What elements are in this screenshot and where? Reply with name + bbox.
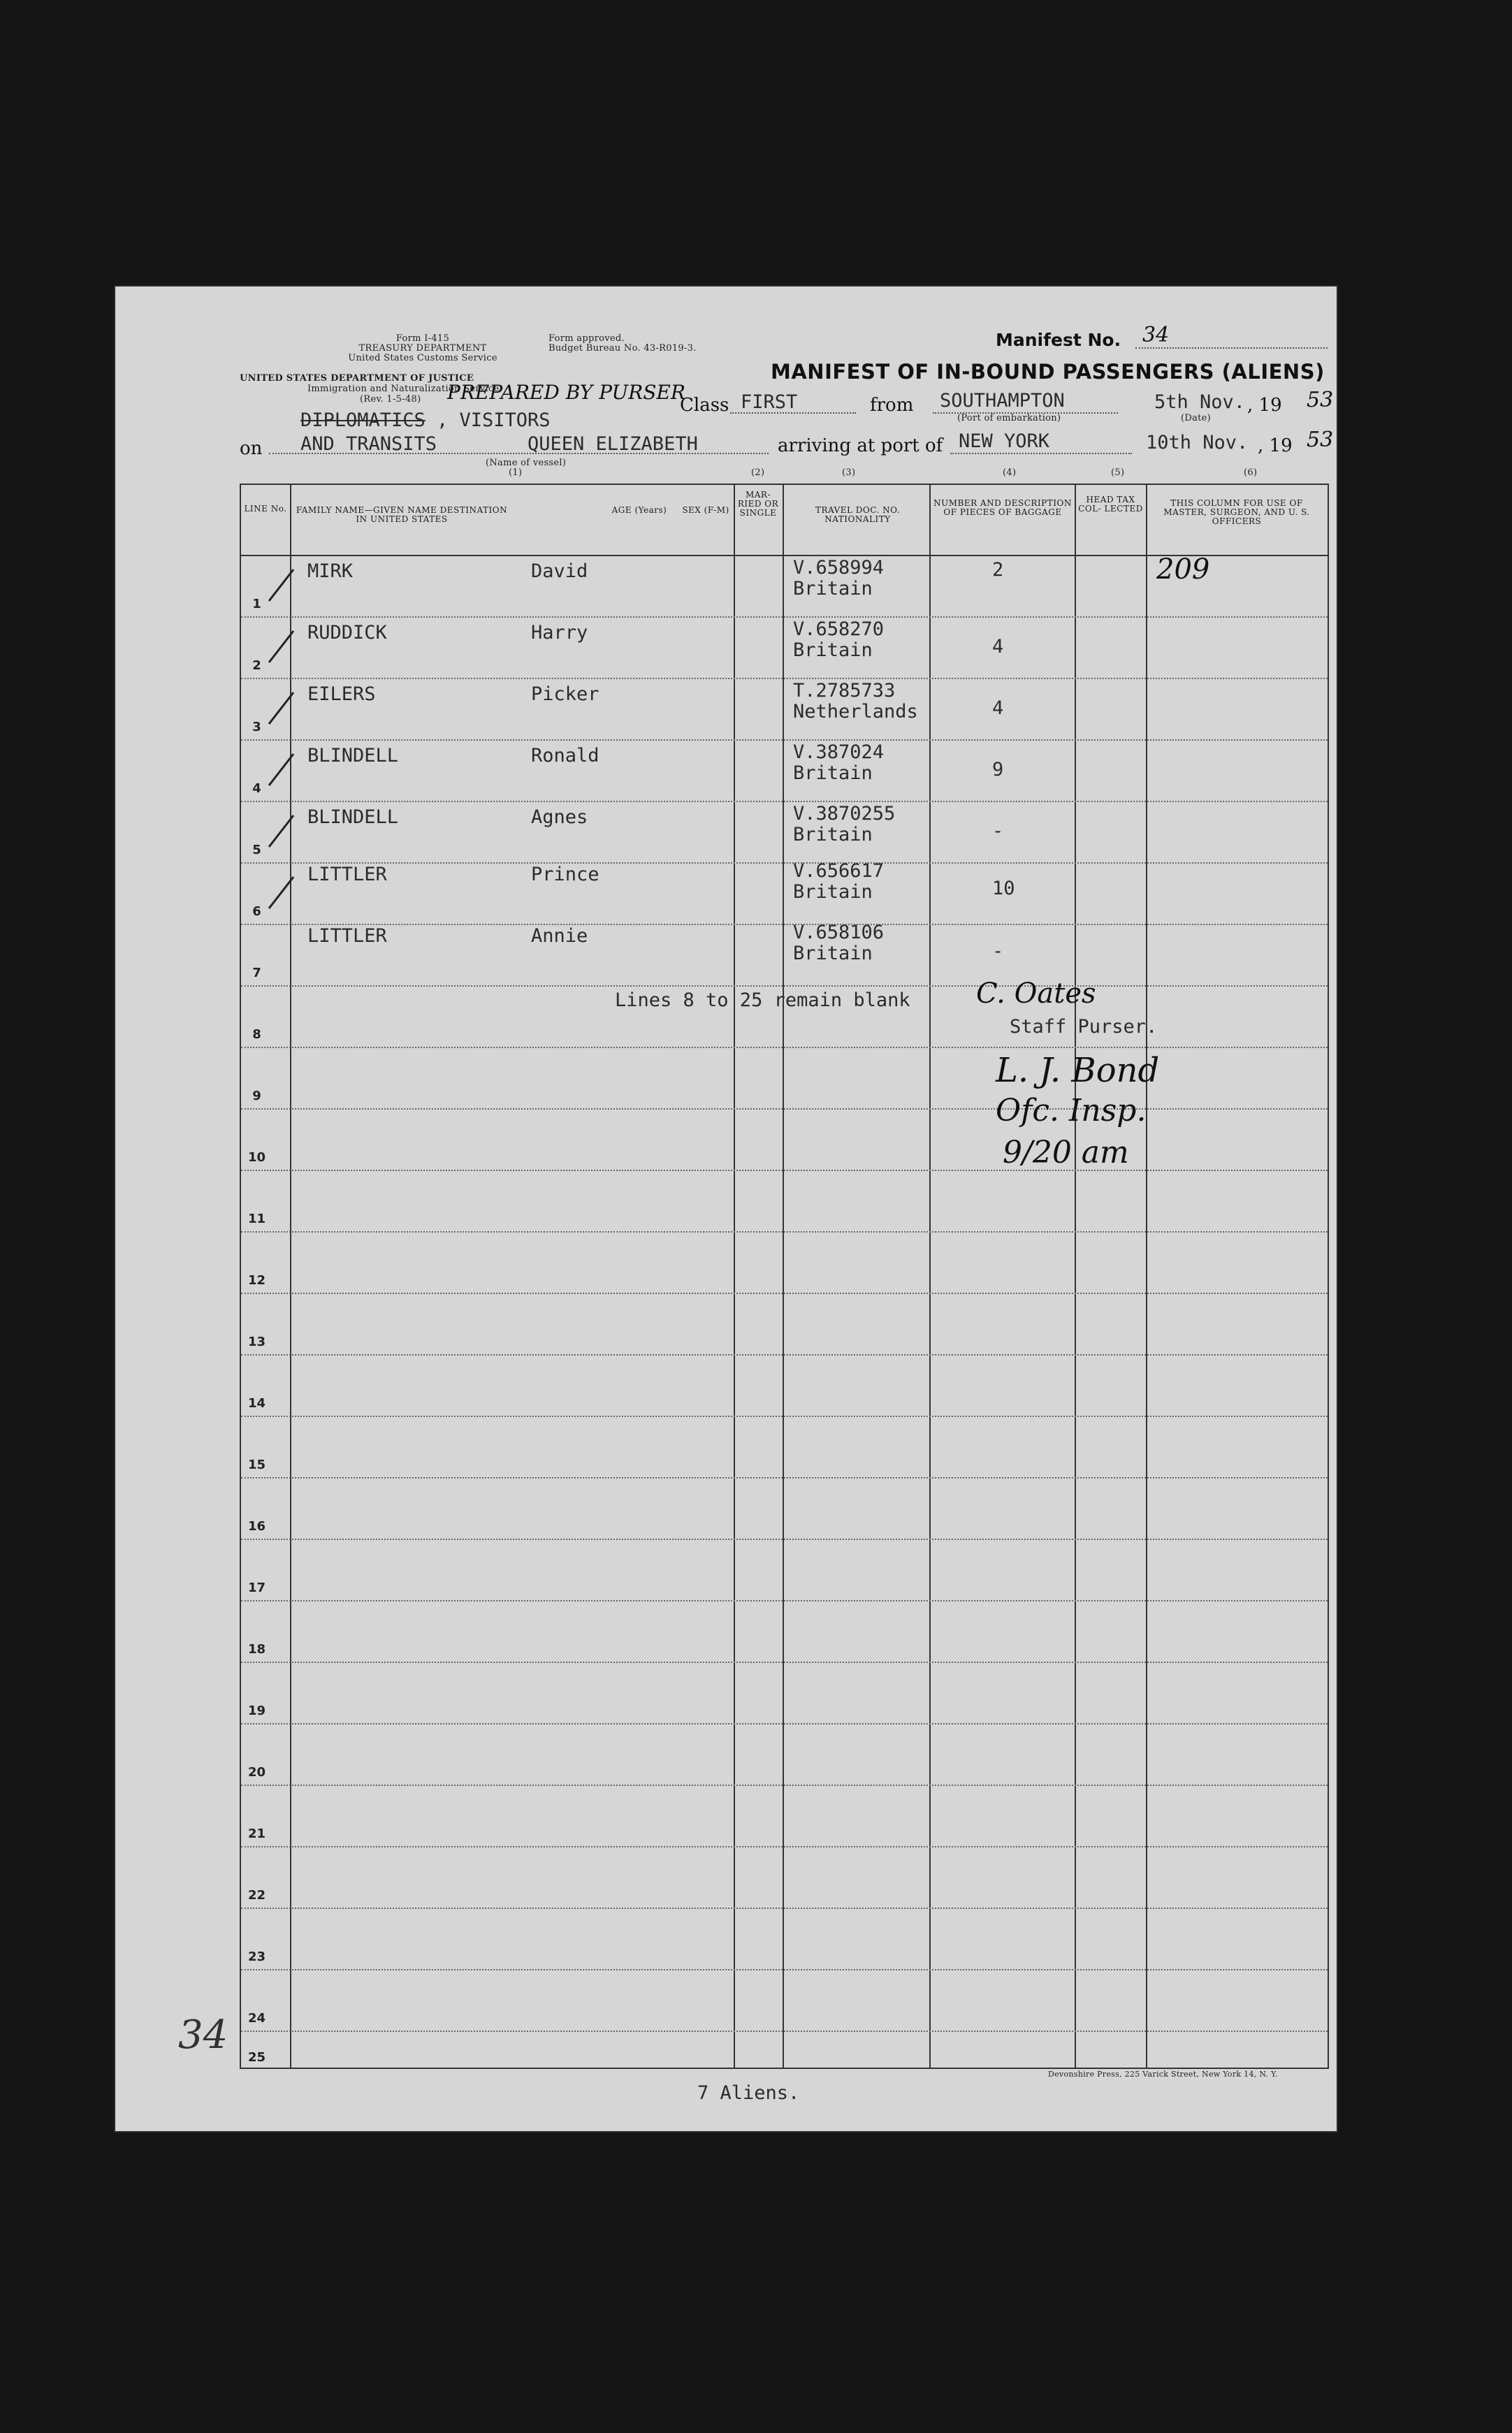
date-caption: (Date) <box>1181 413 1212 423</box>
line-number: 24 <box>247 2011 266 2026</box>
depart-year-prefix: , 19 <box>1247 395 1282 416</box>
check-marks <box>262 559 325 950</box>
depart-year: 53 <box>1307 388 1334 412</box>
row-divider <box>241 801 1328 802</box>
row-divider <box>241 1600 1328 1602</box>
nationality: Britain <box>793 943 873 964</box>
row-divider <box>241 862 1328 864</box>
line-number: 21 <box>247 1826 266 1841</box>
given-name: Ronald <box>531 745 599 767</box>
check-mark <box>269 815 293 847</box>
form-service: United States Customs Service <box>348 353 497 363</box>
vessel-name: QUEEN ELIZABETH <box>528 433 698 455</box>
nationality: Britain <box>793 824 873 845</box>
family-name: LITTLER <box>307 925 387 947</box>
family-name: BLINDELL <box>307 745 399 767</box>
line-number: 19 <box>247 1704 266 1718</box>
port-embarkation: SOUTHAMPTON <box>940 390 1065 412</box>
arrival-date: 10th Nov. <box>1146 432 1249 453</box>
line-number: 4 <box>252 781 261 796</box>
printer-imprint: Devonshire Press, 225 Varick Street, New York 14, N. Y. <box>1048 2070 1279 2079</box>
arrival-year-prefix: , 19 <box>1258 435 1293 456</box>
form-revision: (Rev. 1-5-48) <box>360 394 421 405</box>
nationality: Netherlands <box>793 701 918 722</box>
line-number: 9 <box>252 1089 261 1103</box>
row-divider <box>241 1047 1328 1048</box>
depart-date: 5th Nov. <box>1154 391 1246 413</box>
check-mark <box>269 692 293 724</box>
given-name: Annie <box>531 925 588 947</box>
row-divider <box>241 1969 1328 1970</box>
row-divider <box>241 1354 1328 1356</box>
family-name: MIRK <box>307 560 354 582</box>
col-divider <box>929 485 931 2068</box>
travel-doc: V.658106 <box>793 922 885 943</box>
check-mark <box>269 569 293 601</box>
page-mark: 34 <box>178 2012 228 2058</box>
row-divider <box>241 2031 1328 2032</box>
manifest-no-label: Manifest No. <box>996 330 1121 350</box>
row-divider <box>241 1846 1328 1847</box>
nationality: Britain <box>793 881 873 903</box>
row-divider <box>241 1723 1328 1724</box>
category-transits: AND TRANSITS <box>300 433 437 455</box>
family-name: EILERS <box>307 683 376 705</box>
row-divider <box>241 1170 1328 1171</box>
check-mark <box>269 631 293 662</box>
col-num: (2) <box>751 467 765 478</box>
blank-lines-note: Lines 8 to 25 remain blank <box>615 989 910 1011</box>
alien-total: 7 Aliens. <box>697 2082 800 2104</box>
signature-officer: L. J. Bond <box>996 1051 1160 1090</box>
col-header-line: LINE No. <box>244 504 287 514</box>
line-number: 18 <box>247 1642 266 1657</box>
line-number: 25 <box>247 2050 266 2065</box>
nationality: Britain <box>793 762 873 784</box>
vessel-caption: (Name of vessel) <box>486 458 567 468</box>
check-mark <box>269 754 293 785</box>
port-arrival: NEW YORK <box>959 430 1050 452</box>
given-name: Prince <box>531 864 599 885</box>
row-divider <box>241 1293 1328 1294</box>
form-approval <box>548 334 758 354</box>
line-number: 16 <box>247 1519 266 1534</box>
line-number: 15 <box>247 1458 266 1472</box>
passenger-table <box>240 484 1329 2069</box>
signature-title: Ofc. Insp. <box>996 1093 1147 1128</box>
row-divider <box>241 985 1328 987</box>
row-divider <box>241 678 1328 679</box>
nationality: Britain <box>793 578 873 600</box>
baggage-count: 2 <box>992 559 1004 581</box>
col-header-age: AGE (Years) <box>611 505 667 515</box>
officer-note: 209 <box>1156 553 1210 586</box>
col-num: (4) <box>1003 467 1017 478</box>
row-divider <box>241 1231 1328 1233</box>
line-number: 14 <box>247 1396 266 1411</box>
row-divider <box>241 1108 1328 1110</box>
line-number: 23 <box>247 1949 266 1964</box>
travel-doc: V.387024 <box>793 741 885 763</box>
form-id <box>328 334 517 363</box>
budget-bureau: Budget Bureau No. 43-R019-3. <box>548 343 697 354</box>
col-num: (3) <box>842 467 856 478</box>
baggage-count: 4 <box>992 636 1004 658</box>
signature-time: 9/20 am <box>1003 1135 1129 1170</box>
justice-dept: UNITED STATES DEPARTMENT OF JUSTICE <box>240 373 474 384</box>
category-visitors: , VISITORS <box>437 409 551 431</box>
col-header-baggage: NUMBER AND DESCRIPTION OF PIECES OF BAGGAGE <box>933 498 1072 517</box>
row-divider <box>241 1908 1328 1909</box>
manifest-no-line <box>1135 347 1328 349</box>
arrival-year: 53 <box>1307 428 1334 452</box>
col-header-sex: SEX (F-M) <box>682 505 729 515</box>
given-name: David <box>531 560 588 582</box>
form-department: TREASURY DEPARTMENT <box>358 343 487 354</box>
on-label: on <box>240 438 263 459</box>
line-number: 6 <box>252 904 261 919</box>
row-divider <box>241 1477 1328 1479</box>
form-approved: Form approved. <box>548 333 625 344</box>
nationality: Britain <box>793 639 873 661</box>
row-divider <box>241 739 1328 741</box>
prepared-note: PREPARED BY PURSER <box>447 381 685 404</box>
travel-doc: V.3870255 <box>793 803 896 825</box>
travel-doc: V.658994 <box>793 557 885 579</box>
travel-doc: V.656617 <box>793 860 885 882</box>
line-number: 10 <box>247 1150 266 1165</box>
col-header-name: FAMILY NAME—GIVEN NAME DESTINATION IN UNITED STATES <box>296 505 508 524</box>
manifest-title: MANIFEST OF IN-BOUND PASSENGERS (ALIENS) <box>771 360 1325 384</box>
col-num: (5) <box>1111 467 1125 478</box>
line-number: 17 <box>247 1581 266 1595</box>
col-divider <box>734 485 735 2068</box>
family-name: BLINDELL <box>307 806 399 828</box>
given-name: Picker <box>531 683 599 705</box>
line-number: 1 <box>252 597 261 611</box>
row-divider <box>241 616 1328 618</box>
given-name: Harry <box>531 622 588 644</box>
row-divider <box>241 1416 1328 1417</box>
col-divider <box>783 485 784 2068</box>
col-header-travel: TRAVEL DOC. NO. NATIONALITY <box>815 505 901 524</box>
col-header-officers: THIS COLUMN FOR USE OF MASTER, SURGEON, AND U. S. OFFICERS <box>1163 498 1310 526</box>
category-struck: DIPLOMATICS <box>300 409 426 431</box>
check-mark <box>269 877 293 908</box>
arrival-line <box>950 453 1132 454</box>
family-name: RUDDICK <box>307 622 387 644</box>
line-number: 2 <box>252 658 261 673</box>
col-num: (1) <box>509 467 523 478</box>
line-number: 11 <box>247 1212 266 1226</box>
line-number: 12 <box>247 1273 266 1288</box>
row-divider <box>241 1539 1328 1540</box>
baggage-count: 4 <box>992 697 1004 719</box>
line-number: 5 <box>252 843 261 857</box>
line-number: 8 <box>252 1027 261 1042</box>
given-name: Agnes <box>531 806 588 828</box>
staff-purser-label: Staff Purser. <box>1010 1016 1158 1038</box>
col-divider <box>1146 485 1147 2068</box>
line-number: 22 <box>247 1888 266 1903</box>
col-divider <box>1075 485 1076 2068</box>
arriving-label: arriving at port of <box>778 435 943 456</box>
line-number: 20 <box>247 1765 266 1780</box>
row-divider <box>241 924 1328 925</box>
col-num: (6) <box>1244 467 1258 478</box>
port-caption: (Port of embarkation) <box>957 413 1061 423</box>
manifest-no: 34 <box>1142 323 1170 347</box>
class-value: FIRST <box>741 391 798 413</box>
ins-name: Immigration and Naturalization Service <box>307 384 500 394</box>
col-header-married: MAR- RIED OR SINGLE <box>737 490 779 518</box>
class-label: Class <box>680 395 729 416</box>
baggage-count: - <box>992 940 1004 962</box>
baggage-count: 10 <box>992 878 1015 899</box>
family-name: LITTLER <box>307 864 387 885</box>
baggage-count: 9 <box>992 759 1004 780</box>
row-divider <box>241 1785 1328 1786</box>
signature-purser: C. Oates <box>976 978 1096 1010</box>
travel-doc: T.2785733 <box>793 680 896 702</box>
line-number: 13 <box>247 1335 266 1349</box>
from-label: from <box>870 395 914 416</box>
baggage-count: - <box>992 820 1004 842</box>
form-number: Form I-415 <box>395 333 450 344</box>
row-divider <box>241 1662 1328 1663</box>
line-number: 7 <box>252 966 261 980</box>
travel-doc: V.658270 <box>793 618 885 640</box>
line-number: 3 <box>252 720 261 734</box>
col-header-tax: HEAD TAX COL- LECTED <box>1078 495 1143 514</box>
